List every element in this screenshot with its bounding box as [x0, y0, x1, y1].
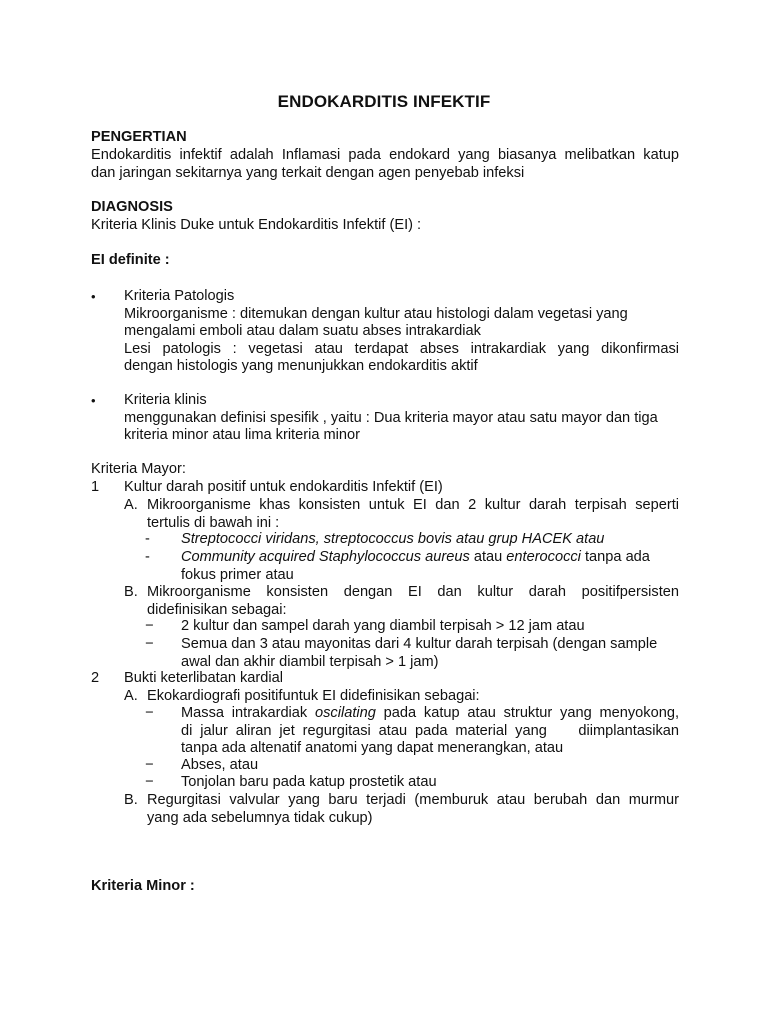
mayor-1b-block — [147, 584, 679, 619]
mayor-1b-sub-2 — [181, 636, 679, 671]
mayor-2a-sub-3: Tonjolan baru pada katup prostetik atau — [181, 774, 437, 790]
bullet-klinis: • — [91, 393, 96, 408]
bullet-patologis: • — [91, 289, 96, 304]
enterococci-italic: enterococci — [506, 549, 581, 565]
mayor-1a-dash-1: - — [145, 531, 150, 547]
mayor-1b-letter: B. — [124, 584, 138, 600]
mayor-1a-sub-2-line-2: fokus primer atau — [181, 566, 294, 583]
patologis-heading: Kriteria Patologis — [124, 288, 235, 304]
mayor-2a-dash-1: − — [145, 705, 154, 721]
massa-text: Massa intrakardiak — [181, 705, 316, 721]
patologis-line-4: dengan histologis yang menunjukkan endokarditis aktif — [124, 358, 478, 375]
mayor-item-2-text: Bukti keterlibatan kardial — [124, 670, 283, 686]
mayor-2a-sub-1-line-3: tanpa ada altenatif anatomi yang dapat menerangkan, atau — [181, 740, 564, 757]
kriteria-patologis-block — [124, 288, 679, 376]
mayor-1a-dash-2: - — [145, 549, 150, 565]
mayor-2a-sub-1-line-2: di jalur aliran jet regurgitasi atau pada material yang diimplantasikan — [181, 722, 679, 739]
klinis-line-2: kriteria minor atau lima kriteria minor — [124, 427, 360, 444]
pengertian-paragraph — [91, 147, 679, 182]
mayor-heading: Kriteria Mayor: — [91, 461, 186, 477]
ei-definite-heading: EI definite : — [91, 252, 170, 268]
mayor-2b-block — [147, 792, 679, 827]
mayor-item-1-number: 1 — [91, 479, 100, 495]
oscilating-italic: oscilating — [315, 705, 376, 721]
mayor-1a-letter: A. — [124, 497, 138, 513]
patologis-line-1: Mikroorganisme : ditemukan dengan kultur atau histologi dalam vegetasi yang — [124, 305, 628, 322]
mayor-1a-sub-1: Streptococci viridans, streptococcus bovis atau grup HACEK atau — [181, 531, 605, 547]
patologis-line-2: mengalami emboli atau dalam suatu abses intrakardiak — [124, 323, 481, 340]
mayor-1b-dash-1: − — [145, 618, 154, 634]
mayor-2a-dash-3: − — [145, 774, 154, 790]
page-title: ENDOKARDITIS INFEKTIF — [277, 92, 491, 111]
pengertian-heading: PENGERTIAN — [91, 129, 187, 145]
mayor-1a-line-2: tertulis di bawah ini : — [147, 514, 280, 531]
mayor-item-1-text: Kultur darah positif untuk endokarditis Infektif (EI) — [124, 479, 443, 495]
mayor-1a-line-1: Mikroorganisme khas konsisten untuk EI dan 2 kultur darah terpisah seperti — [147, 497, 679, 513]
kriteria-klinis-block — [124, 392, 679, 445]
mayor-2a-sub-2: Abses, atau — [181, 757, 259, 773]
trailing-text: tanpa ada — [580, 549, 650, 565]
connector-text: atau — [469, 549, 507, 565]
mayor-2b-line-1: Regurgitasi valvular yang baru terjadi (memburuk atau berubah dan murmur — [147, 792, 679, 808]
mayor-1a-sub-2-line-1 — [181, 549, 679, 567]
mayor-1b-dash-2: − — [145, 636, 154, 652]
pengertian-line-1: Endokarditis infektif adalah Inflamasi pada endokard yang biasanya melibatkan katup — [91, 147, 679, 163]
diagnosis-intro: Kriteria Klinis Duke untuk Endokarditis Infektif (EI) : — [91, 217, 422, 233]
mayor-2b-letter: B. — [124, 792, 138, 808]
patologis-line-3: Lesi patologis : vegetasi atau terdapat abses intrakardiak yang dikonfirmasi — [124, 340, 679, 357]
mayor-1a-block — [147, 497, 679, 532]
mayor-2a-sub-1 — [181, 705, 679, 758]
minor-heading: Kriteria Minor : — [91, 878, 195, 894]
katup-text: pada katup atau struktur yang menyokong, — [375, 705, 680, 721]
mayor-2a-letter: A. — [124, 688, 138, 704]
mayor-2b-line-2: yang ada sebelumnya tidak cukup) — [147, 809, 373, 826]
mayor-2a-line-1: Ekokardiografi positifuntuk EI didefinisikan sebagai: — [147, 688, 480, 704]
mayor-1b-sub-2-line-2: awal dan akhir diambil terpisah > 1 jam) — [181, 653, 439, 670]
mayor-item-2-number: 2 — [91, 670, 100, 686]
pengertian-line-2: dan jaringan sekitarnya yang terkait dengan agen penyebab infeksi — [91, 164, 525, 181]
mayor-1b-sub-1: 2 kultur dan sampel darah yang diambil terpisah > 12 jam atau — [181, 618, 585, 634]
organism-italic: Community acquired Staphylococcus aureus — [181, 549, 470, 565]
klinis-line-1: menggunakan definisi spesifik , yaitu : Dua kriteria mayor atau satu mayor dan tiga — [124, 409, 658, 426]
mayor-1a-sub-2 — [181, 549, 679, 584]
mayor-1b-line-1: Mikroorganisme konsisten dengan EI dan kultur darah positifpersisten — [147, 584, 679, 600]
mayor-2a-sub-1-line-1 — [181, 705, 679, 723]
mayor-1b-line-2: didefinisikan sebagai: — [147, 601, 287, 618]
klinis-heading: Kriteria klinis — [124, 392, 207, 408]
diagnosis-heading: DIAGNOSIS — [91, 199, 173, 215]
mayor-2a-dash-2: − — [145, 757, 154, 773]
mayor-1b-sub-2-line-1: Semua dan 3 atau mayonitas dari 4 kultur darah terpisah (dengan sample — [181, 636, 658, 652]
